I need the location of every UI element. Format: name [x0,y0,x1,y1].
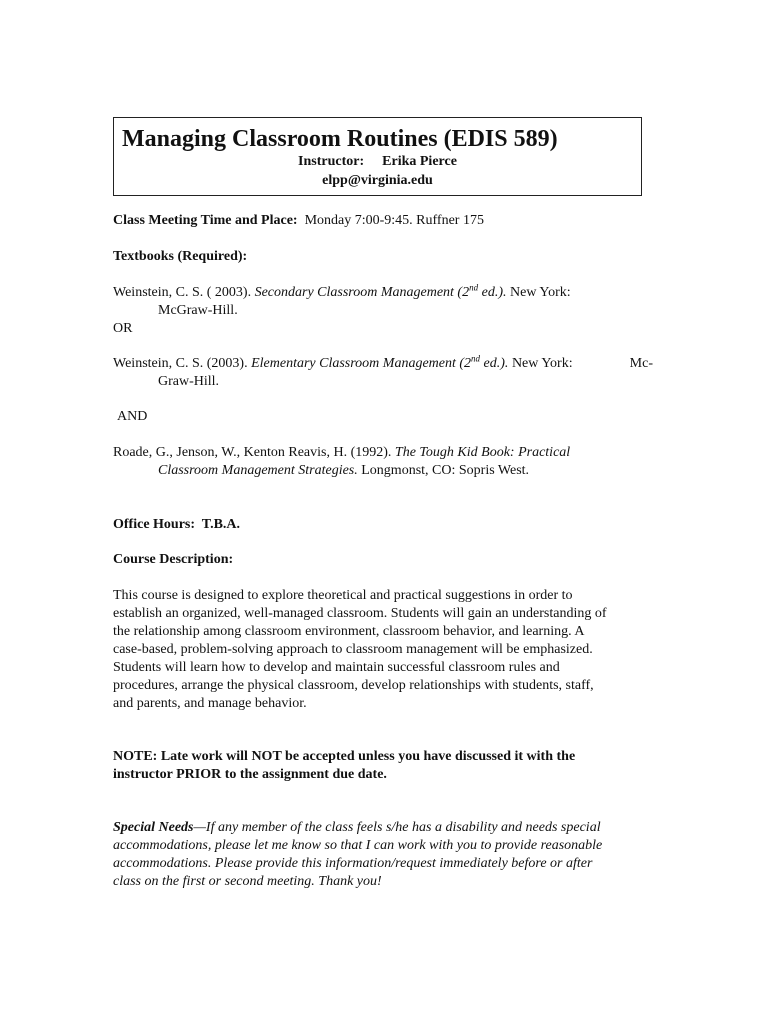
description-line: case-based, problem-solving approach to classroom management will be emphasized. [113,642,593,657]
book1-publisher-b: McGraw-Hill. [158,303,238,318]
course-description-body [113,587,658,713]
office-hours-label: Office Hours: [113,517,196,532]
note-line: NOTE: Late work will NOT be accepted unless you have discussed it with the [113,749,576,764]
book3-title-line2: Classroom Management Strategies. [158,463,358,478]
description-line: and parents, and manage behavior. [113,696,307,711]
book1-title: Secondary Classroom Management (2nd ed.). [254,282,507,300]
instructor-email: elpp@virginia.edu [322,173,433,188]
special-needs-line: accommodations, please let me know so that I can work with you to provide reasonable [113,838,603,853]
special-needs-text: —If any member of the class feels s/he has a disability and needs special [193,820,601,835]
course-description-heading: Course Description: [113,552,234,567]
and-label: AND [117,409,148,424]
late-work-note [113,748,658,784]
book2-authors: Weinstein, C. S. (2003). [113,356,248,371]
special-needs-label: Special Needs [113,820,194,835]
description-line: procedures, arrange the physical classroom, develop relationships with students, staff, [113,678,594,693]
office-hours-value: T.B.A. [201,517,241,532]
description-line: Students will learn how to develop and maintain successful classroom rules and [113,660,560,675]
meeting-value: Monday 7:00-9:45. Ruffner 175 [304,213,484,228]
book1-publisher-a: New York: [506,285,571,300]
book2-publisher-b: Graw-Hill. [158,374,220,389]
book1-authors: Weinstein, C. S. ( 2003). [113,285,252,300]
note-line: instructor PRIOR to the assignment due date. [113,767,387,782]
book3-publisher: Longmonst, CO: Sopris West. [357,463,530,478]
textbook-2 [113,355,658,391]
instructor-line [114,153,641,171]
book2-publisher-a: New York: [508,356,573,371]
book2-publisher-mc: Mc- [629,356,653,371]
meeting-line [113,212,658,230]
textbook-1 [113,284,658,338]
description-line: establish an organized, well-managed classroom. Students will gain an understanding of [113,606,607,621]
special-needs-line: class on the first or second meeting. Thank you! [113,874,382,889]
textbooks-heading: Textbooks (Required): [113,249,248,264]
or-label: OR [113,321,133,336]
book3-title-line1: The Tough Kid Book: Practical [394,445,571,460]
book3-authors: Roade, G., Jenson, W., Kenton Reavis, H. (1992). [113,445,392,460]
office-hours-line [113,516,658,534]
course-title: Managing Classroom Routines (EDIS 589) [122,126,558,152]
header-box [113,117,642,196]
instructor-label: Instructor: [298,154,365,169]
book2-title: Elementary Classroom Management (2nd ed.). [251,353,509,371]
meeting-label: Class Meeting Time and Place: [113,213,298,228]
special-needs [113,819,658,891]
description-line: This course is designed to explore theoretical and practical suggestions in order to [113,588,573,603]
textbook-3 [113,444,658,480]
description-line: the relationship among classroom environment, classroom behavior, and learning. A [113,624,585,639]
instructor-name: Erika Pierce [382,154,457,169]
special-needs-line: accommodations. Please provide this information/request immediately before or after [113,856,593,871]
